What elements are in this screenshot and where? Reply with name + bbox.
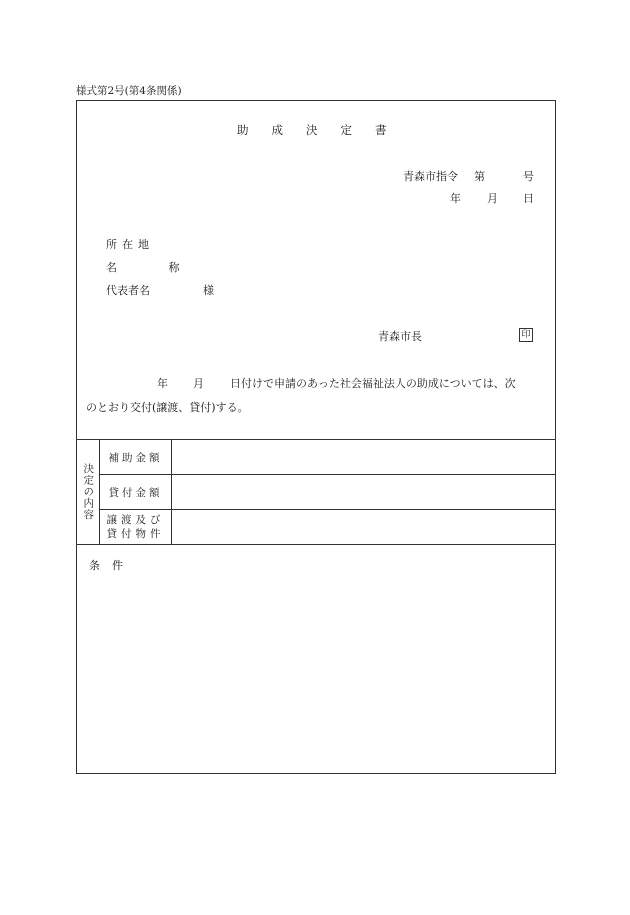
decision-group-label: 決定の内容 <box>77 440 100 544</box>
doc-number-dai: 第 <box>474 170 485 183</box>
representative-label: 代表者名 <box>106 284 150 297</box>
loan-amount-label: 貸付金額 <box>100 475 172 509</box>
form-number: 様式第2号(第4条関係) <box>76 85 182 97</box>
mayor-title: 青森市長 <box>378 330 422 343</box>
decision-table <box>77 439 555 545</box>
subsidy-amount-field[interactable] <box>172 440 555 474</box>
subsidy-amount-row <box>100 440 555 475</box>
loan-amount-row <box>100 475 555 510</box>
decision-form <box>76 100 556 774</box>
subsidy-amount-label: 補助金額 <box>100 440 172 474</box>
doc-number-go: 号 <box>523 170 534 183</box>
body-text-line1: 日付けで申請のあった社会福祉法人の助成については、次 <box>230 377 516 390</box>
body-month: 月 <box>193 377 204 390</box>
date-day: 日 <box>523 192 534 205</box>
seal-mark: 印 <box>519 328 533 342</box>
address-label: 所在地 <box>106 238 154 251</box>
doc-number-issuer: 青森市指令 <box>403 170 458 183</box>
name-label: 名 称 <box>106 261 204 274</box>
transfer-property-label: 譲渡及び 貸付物件 <box>100 510 172 544</box>
body-year: 年 <box>157 377 168 390</box>
body-text-line2: のとおり交付(譲渡、貸付)する。 <box>86 401 249 414</box>
transfer-property-row <box>100 510 555 544</box>
conditions-label: 条件 <box>89 559 135 572</box>
date-year: 年 <box>450 192 461 205</box>
honorific: 様 <box>203 284 214 297</box>
loan-amount-field[interactable] <box>172 475 555 509</box>
date-month: 月 <box>487 192 498 205</box>
transfer-property-field[interactable] <box>172 510 555 544</box>
document-title: 助成決定書 <box>237 123 410 137</box>
